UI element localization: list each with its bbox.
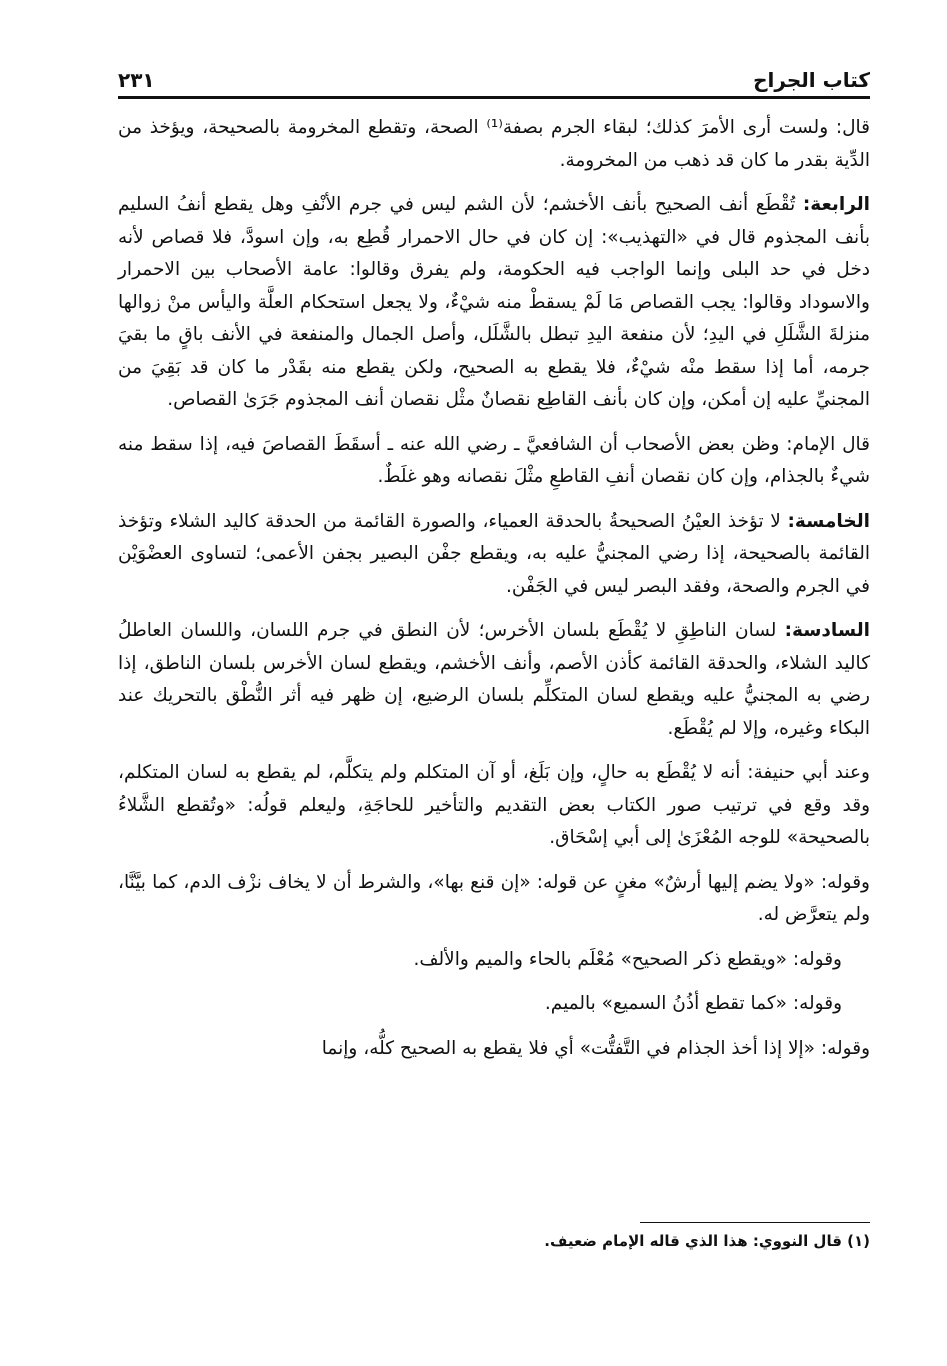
paragraph: وقوله: «إلا إذا أخذ الجذام في التَّفتُّت» أي فلا يقطع به الصحيح كلُّه، وإنما [321, 1037, 870, 1059]
paragraph: الرابعة: تُقْطَع أنف الصحيح بأنف الأخشم؛ لأن الشم ليس في جرم الأنْفِ وهل يقطع أنفُ السليم بأنف المجذوم قال في «التهذيب»: إن كان في حال الاحمرار قُطِع به، وإن اسودَّ، فلا قصاص لأنه دخل في حد البلى وإنما الواجب فيه الحكومة، ولم يفرق وقالوا: عامة الأصحاب بين الاحمرار والاسوداد وقالوا: يجب القصاص مَا لَمْ يسقطْ منه شيْءٌ، ولا يجعل استحكام العلَّة واليأس منْ زوالها منزلةَ الشَّلَلِ في اليدِ؛ لأن منفعة اليدِ تبطل بالشَّلَل، وأصل الجمال والمنفعة في الأنف باقٍ ما بقيَ جرمه، أما إذا سقط منْه شيْءٌ، فلا يقطع به الصحيح، ولكن يقطع منه بقَدْر ما كان قد بَقِيَ من المجنيِّ عليه إن أمكن، وإن كان بأنف القاطِع نقصانٌ مثْل نقصان أنف المجذوم جَرَىٰ القصاص. [118, 194, 870, 410]
paragraph: السادسة: لسان الناطِقِ لا يُقْطَع بلسان الأخرس؛ لأن النطق في جرم اللسان، واللسان العاطلُ كاليد الشلاء، والحدقة القائمة كأذن الأصم، وأنف الأخشم، ويقطع لسان الأخرس بلسان الناطق، إذا رضي به المجنيُّ عليه ويقطع لسان المتكلِّم بلسان الرضيع، إن ظهر فيه أثر النُّطْق بالتحريك عند البكاء وغيره، وإلا لم يُقْطَع. [118, 620, 870, 739]
paragraph: الخامسة: لا تؤخذ العيْنُ الصحيحةُ بالحدقة العمياء، والصورة القائمة من الحدقة كاليد الشلاء وتؤخذ القائمة بالصحيحة، إذا رضي المجنيُّ عليه به، ويقطع جفْن البصير بجفن الأعمى؛ لتساوى العضْوَيْن في الجرم والصحة، وفقد البصر ليس في الجَفْن. [118, 510, 870, 597]
paragraph: قال الإمام: وظن بعض الأصحاب أن الشافعيَّ ـ رضي الله عنه ـ أسقَطَ القصاصَ فيه، إذا سقط منه شيءٌ بالجذام، وإن كان نقصان أنفِ القاطعِ مثْلَ نقصانه وهو غلَطٌ. [118, 433, 870, 487]
paragraph: وقوله: «كما تقطع أذُنُ السميع» بالميم. [544, 993, 842, 1014]
body-text [118, 112, 870, 1077]
page-number: ٢٣١ [118, 68, 155, 92]
running-header [118, 58, 870, 99]
footnote-divider [640, 1222, 870, 1223]
paragraph: وقوله: «ويقطع ذكر الصحيح» مُعْلَم بالحاء والميم والألف. [413, 948, 842, 970]
section-label: الرابعة: [802, 194, 870, 215]
footnote: (١) قال النووي: هذا الذي قاله الإمام ضعيف. [544, 1232, 870, 1250]
paragraph: قال: ولست أرى الأمرَ كذلك؛ لبقاء الجرم بصفة⁽¹⁾ الصحة، وتقطع المخرومة بالصحيحة، ويؤخذ من الدِّية بقدر ما كان قد ذهب من المخرومة. [118, 117, 870, 171]
paragraph: وعند أبي حنيفة: أنه لا يُقْطَع به حالٍ، وإن بَلَغ، أو آن المتكلم ولم يتكلَّم، لم يقطع به لسان المتكلم، وقد وقع في ترتيب صور الكتاب بعض التقديم والتأخير للحاجَةِ، وليعلم قولُه: «وتُقطع الشَّلاءُ بالصحيحة» للوجه المُعْزَىٰ إلى أبي إسْحَاق. [118, 762, 870, 848]
paragraph: وقوله: «ولا يضم إليها أرشٌ» مغنٍ عن قوله: «إن قنع بها»، والشرط أن لا يخاف نزْف الدم، كما بيَّنَّا، ولم يتعرَّض له. [118, 871, 870, 925]
section-label: السادسة: [784, 620, 870, 641]
book-title: كتاب الجراح [753, 68, 870, 92]
section-label: الخامسة: [787, 510, 870, 532]
